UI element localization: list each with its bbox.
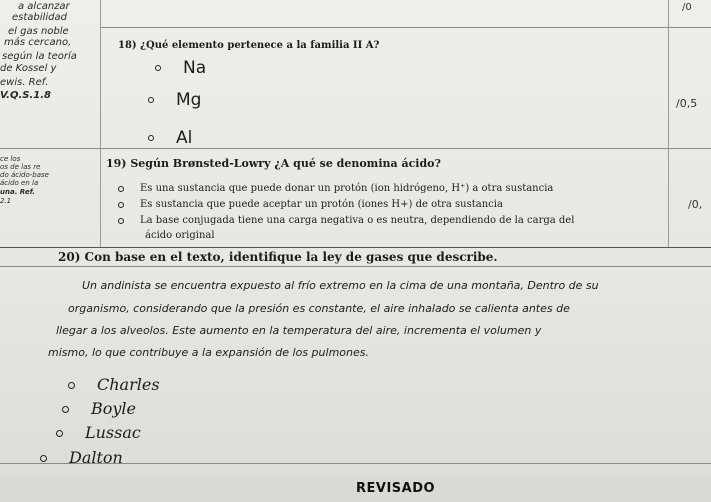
review-stamp: REVISADO — [356, 481, 436, 496]
option-label: Mg — [176, 90, 202, 110]
margin-note: una. Ref. — [0, 188, 35, 196]
q20-option-lussac[interactable] — [56, 423, 141, 442]
q18-option-mg[interactable] — [148, 90, 201, 110]
margin-note: 2.1 — [0, 197, 12, 205]
divider-q19-q20 — [0, 247, 711, 248]
q20-option-dalton[interactable] — [40, 448, 123, 467]
q20-option-charles[interactable] — [68, 375, 160, 394]
margin-note: V.Q.S.1.8 — [0, 90, 51, 101]
option-label: Charles — [97, 375, 160, 394]
margin-note: a alcanzar — [18, 1, 70, 12]
q19-option-1[interactable] — [118, 183, 553, 194]
divider-q20-answer — [0, 266, 711, 267]
q20-paragraph-line: Un andinista se encuentra expuesto al frío extremo en la cima de una montaña, Dentro de su — [82, 279, 599, 292]
margin-note: ce los — [0, 155, 21, 163]
q19-option-2[interactable] — [118, 199, 503, 210]
option-label: Es una sustancia que puede donar un protón (ion hidrógeno, H⁺) a otra sustancia — [140, 183, 554, 194]
option-label: Boyle — [91, 399, 137, 418]
question-20-prompt: 20) Con base en el texto, identifique la ley de gases que describe. — [58, 250, 498, 264]
divider-q18-q19 — [0, 148, 711, 149]
q19-score: /0, — [688, 198, 703, 211]
right-divider — [668, 0, 669, 247]
margin-note: el gas noble — [8, 26, 69, 37]
margin-note: ácido en la — [0, 179, 39, 187]
q20-paragraph-line: llegar a los alveolos. Este aumento en la temperatura del aire, incrementa el volumen y — [56, 324, 542, 337]
margin-note: según la teoría — [2, 51, 77, 62]
radio-icon — [148, 135, 154, 141]
margin-note: estabilidad — [12, 12, 67, 23]
margin-divider — [100, 0, 101, 247]
margin-note: más cercano, — [4, 37, 72, 48]
q20-paragraph-line: mismo, lo que contribuye a la expansión de los pulmones. — [48, 346, 369, 359]
q19-option-3[interactable] — [118, 215, 574, 226]
option-label: Dalton — [69, 448, 123, 467]
option-label: Es sustancia que puede aceptar un protón (iones H+) de otra sustancia — [140, 199, 503, 210]
q19-option-3-continued: ácido original — [145, 230, 215, 241]
q20-paragraph-line: organismo, considerando que la presión es constante, el aire inhalado se calienta antes de — [68, 302, 570, 315]
margin-note: de Kossel y — [0, 63, 57, 74]
radio-icon — [56, 430, 63, 437]
radio-icon — [118, 186, 124, 192]
radio-icon — [155, 65, 161, 71]
q18-option-na[interactable] — [155, 58, 206, 78]
margin-note: ewis. Ref. — [0, 77, 49, 88]
radio-icon — [118, 218, 124, 224]
question-18-prompt: 18) ¿Qué elemento pertenece a la familia II A? — [118, 40, 380, 51]
q18-score: /0,5 — [676, 97, 698, 110]
corner-mark: /0 — [682, 2, 692, 13]
margin-note: os de las re — [0, 163, 41, 171]
question-19-prompt: 19) Según Brønsted-Lowry ¿A qué se denomina ácido? — [106, 157, 441, 170]
option-label: La base conjugada tiene una carga negativa o es neutra, dependiendo de la carga del — [140, 215, 575, 226]
radio-icon — [40, 455, 47, 462]
radio-icon — [148, 97, 154, 103]
radio-icon — [68, 382, 75, 389]
divider-top — [100, 27, 711, 28]
q20-option-boyle[interactable] — [62, 399, 136, 418]
margin-note: do ácido-base — [0, 171, 49, 179]
radio-icon — [62, 406, 69, 413]
q18-option-al[interactable] — [148, 128, 192, 148]
option-label: Lussac — [85, 423, 141, 442]
option-label: Al — [176, 128, 193, 148]
radio-icon — [118, 202, 124, 208]
option-label: Na — [183, 58, 207, 78]
